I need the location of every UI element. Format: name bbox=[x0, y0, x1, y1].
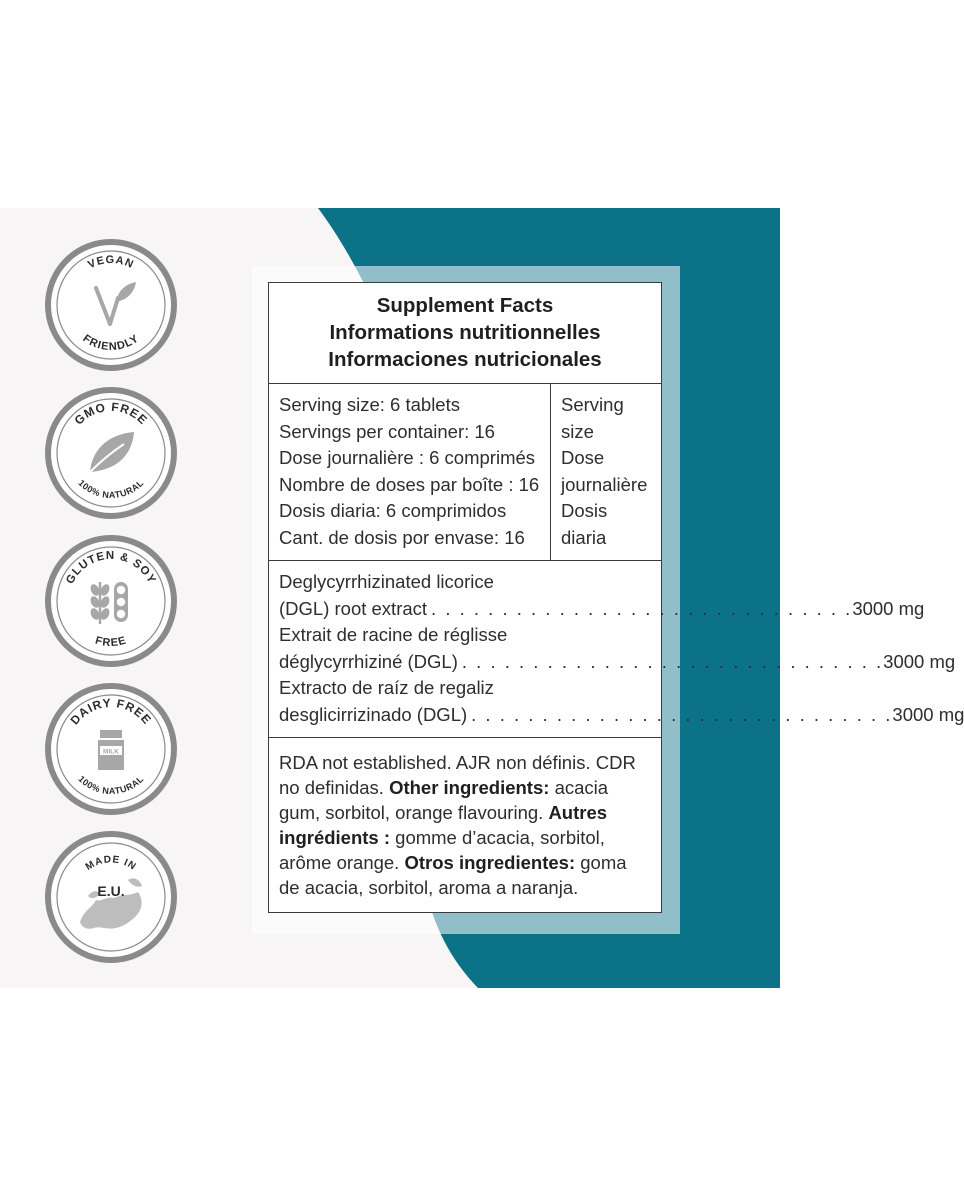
ingredient-amount: 3000 mg bbox=[883, 650, 956, 672]
serving-column-header bbox=[551, 384, 661, 560]
facts-title-en: Supplement Facts bbox=[376, 294, 554, 317]
ingredient-amount: 3000 mg bbox=[892, 703, 964, 725]
rda-note: RDA not established. AJR non définis. CDR no definidas. bbox=[279, 752, 636, 798]
badge-vegan-top-text: VEGAN bbox=[86, 253, 136, 272]
serving-header-line: Dosis bbox=[561, 500, 608, 521]
active-ingredients bbox=[269, 561, 964, 738]
autres-ingredients-text: gomme d’acacia, sorbitol, arôme orange. bbox=[279, 827, 605, 873]
leader-dots: . . . . . . . . . . . . . . . . . . . . . . . . . . . . . . bbox=[461, 650, 884, 672]
ingredient-name: déglycyrrhiziné (DGL) bbox=[279, 650, 458, 672]
other-ingredients-label: Other ingredients: bbox=[389, 777, 550, 798]
serving-header-line: Dose bbox=[561, 447, 605, 468]
badge-eu-top-text: MADE IN bbox=[83, 854, 139, 873]
badge-eu-center-text: E.U. bbox=[97, 883, 125, 899]
serving-section bbox=[269, 384, 661, 561]
facts-title bbox=[269, 283, 661, 384]
badge-vegan bbox=[44, 238, 178, 372]
serving-line: Cant. de dosis por envase: 16 bbox=[279, 526, 525, 548]
badge-dairy-free bbox=[44, 682, 178, 816]
badge-gmo-free bbox=[44, 386, 178, 520]
milk-carton-icon bbox=[98, 730, 124, 770]
badge-gluten-soy-free bbox=[44, 534, 178, 668]
ingredient-name: Deglycyrrhizinated licorice bbox=[279, 571, 494, 592]
badge-dairy-bottom-text: 100% NATURAL bbox=[76, 773, 146, 797]
badge-gluten-top-text: GLUTEN & SOY bbox=[64, 549, 158, 587]
ingredient-name: desglicirrizinado (DGL) bbox=[279, 703, 468, 725]
ingredient-name: Extracto de raíz de regaliz bbox=[279, 677, 494, 698]
autres-ingredients-label: Autres ingrédients : bbox=[279, 802, 608, 848]
other-ingredients-text: acacia gum, sorbitol, orange flavouring. bbox=[279, 777, 609, 823]
notes-section bbox=[269, 738, 661, 912]
badge-dairy-top-text: DAIRY FREE bbox=[67, 695, 155, 728]
milk-carton-label: MILK bbox=[103, 748, 119, 756]
supplement-facts-table bbox=[268, 282, 964, 913]
serving-details bbox=[269, 384, 551, 560]
badge-gluten-bottom-text: FREE bbox=[93, 634, 129, 650]
badge-made-in-eu bbox=[44, 830, 178, 964]
background-panel bbox=[0, 208, 964, 988]
serving-line: Dose journalière : 6 comprimés bbox=[279, 447, 536, 468]
facts-title-fr: Informations nutritionnelles bbox=[329, 321, 601, 344]
serving-line: Serving size: 6 tablets bbox=[279, 394, 460, 415]
ingredient-name: (DGL) root extract bbox=[279, 597, 428, 619]
serving-header-line: journalière bbox=[561, 473, 648, 495]
badge-vegan-bottom-text: FRIENDLY bbox=[80, 332, 142, 354]
serving-line: Dosis diaria: 6 comprimidos bbox=[279, 500, 507, 521]
serving-header-line: Serving bbox=[561, 394, 624, 415]
facts-title-es: Informaciones nutricionales bbox=[328, 348, 602, 371]
serving-header-line: size bbox=[561, 420, 594, 442]
leader-dots: . . . . . . . . . . . . . . . . . . . . . . . . . . . . . . bbox=[471, 703, 893, 725]
serving-line: Nombre de doses par boîte : 16 bbox=[279, 473, 540, 495]
serving-line: Servings per container: 16 bbox=[279, 420, 495, 442]
badge-gmo-top-text: GMO FREE bbox=[71, 399, 151, 428]
badge-gmo-bottom-text: 100% NATURAL bbox=[76, 477, 146, 501]
ingredient-name: Extrait de racine de réglisse bbox=[279, 624, 508, 645]
otros-ingredientes-label: Otros ingredientes: bbox=[404, 852, 576, 873]
otros-ingredientes-text: goma de acacia, sorbitol, aroma a naranja. bbox=[279, 852, 627, 898]
ingredient-amount: 3000 mg bbox=[852, 597, 925, 619]
leader-dots: . . . . . . . . . . . . . . . . . . . . . . . . . . . . . . bbox=[431, 597, 853, 619]
serving-header-line: diaria bbox=[561, 526, 607, 548]
